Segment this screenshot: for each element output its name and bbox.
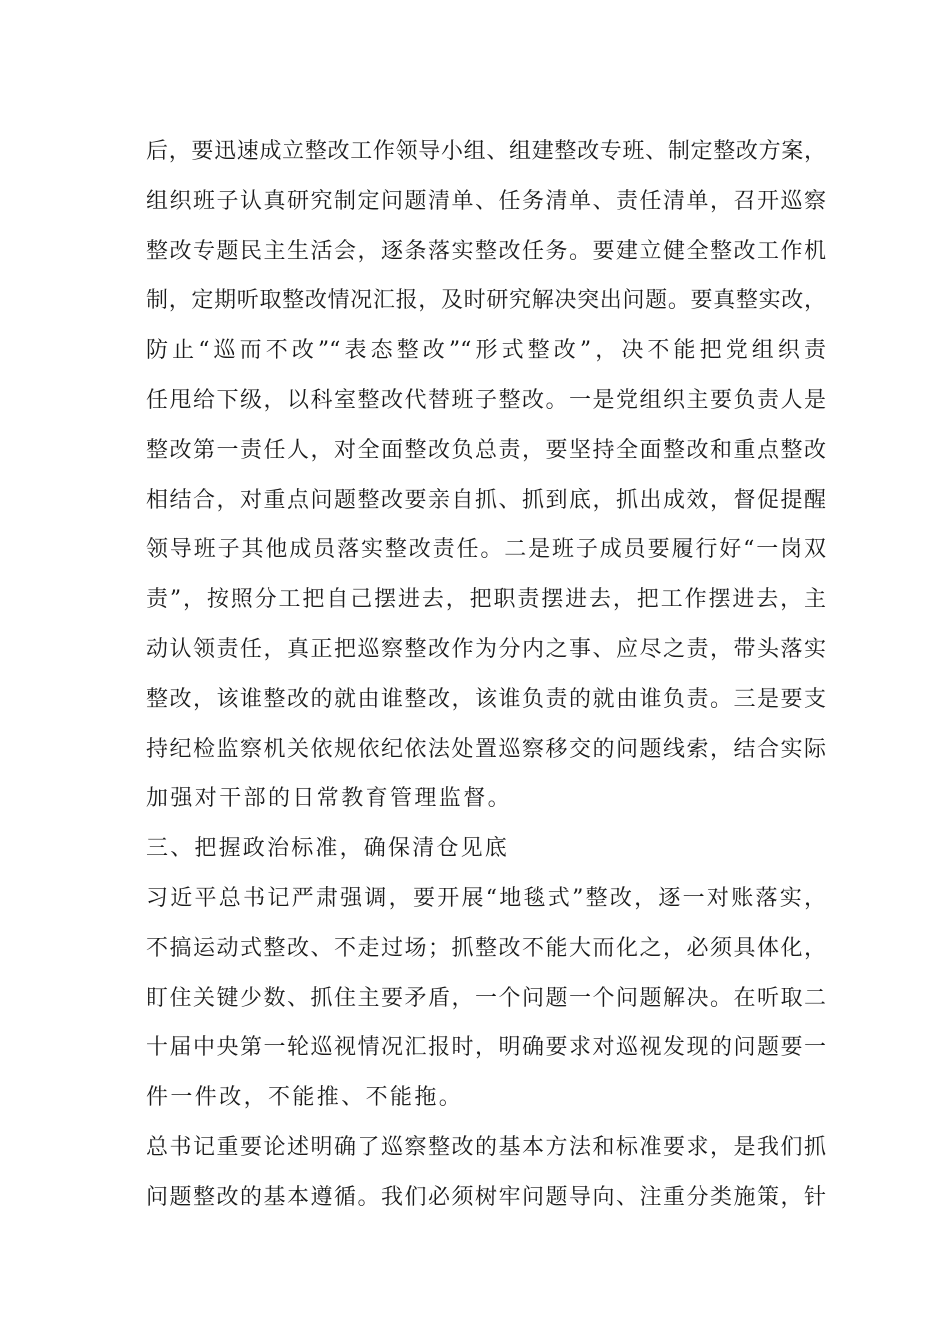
text-line: 整改专题民主生活会，逐条落实整改任务。要建立健全整改工作机 bbox=[146, 238, 826, 264]
text-line: 领导班子其他成员落实整改责任。二是班子成员要履行好“一岗双 bbox=[146, 537, 826, 563]
text-line: 防止“巡而不改”“表态整改”“形式整改”，决不能把党组织责 bbox=[146, 338, 826, 364]
paragraph-rectification-responsibility bbox=[146, 127, 826, 824]
text-line: 组织班子认真研究制定问题清单、任务清单、责任清单，召开巡察 bbox=[146, 188, 826, 214]
text-line: 制，定期听取整改情况汇报，及时研究解决突出问题。要真整实改， bbox=[146, 288, 826, 314]
text-line: 相结合，对重点问题整改要亲自抓、抓到底，抓出成效，督促提醒 bbox=[146, 487, 826, 513]
text-line: 责”，按照分工把自己摆进去，把职责摆进去，把工作摆进去，主 bbox=[146, 587, 826, 613]
text-line: 动认领责任，真正把巡察整改作为分内之事、应尽之责，带头落实 bbox=[146, 636, 826, 662]
paragraph-basic-methods bbox=[146, 1123, 826, 1223]
heading-text: 三、把握政治标准，确保清仓见底 bbox=[146, 836, 510, 862]
text-line: 习近平总书记严肃强调，要开展“地毯式”整改，逐一对账落实， bbox=[146, 885, 826, 911]
text-line: 持纪检监察机关依规依纪依法处置巡察移交的问题线索，结合实际 bbox=[146, 736, 826, 762]
text-line: 加强对干部的日常教育管理监督。 bbox=[146, 786, 513, 812]
text-line: 总书记重要论述明确了巡察整改的基本方法和标准要求，是我们抓 bbox=[146, 1134, 826, 1160]
text-line: 整改，该谁整改的就由谁整改，该谁负责的就由谁负责。三是要支 bbox=[146, 686, 826, 712]
text-line: 十届中央第一轮巡视情况汇报时，明确要求对巡视发现的问题要一 bbox=[146, 1035, 826, 1061]
text-line: 问题整改的基本遵循。我们必须树牢问题导向、注重分类施策，针 bbox=[146, 1184, 826, 1210]
paragraph-xi-remarks bbox=[146, 874, 826, 1123]
text-line: 后，要迅速成立整改工作领导小组、组建整改专班、制定整改方案， bbox=[146, 139, 826, 164]
text-line: 整改第一责任人，对全面整改负总责，要坚持全面整改和重点整改 bbox=[146, 437, 826, 463]
section-heading bbox=[146, 824, 826, 874]
text-line: 不搞运动式整改、不走过场；抓整改不能大而化之，必须具体化， bbox=[146, 935, 826, 961]
text-line: 件一件改，不能推、不能拖。 bbox=[146, 1085, 464, 1111]
document-body bbox=[146, 127, 826, 1223]
text-line: 盯住关键少数、抓住主要矛盾，一个问题一个问题解决。在听取二 bbox=[146, 985, 826, 1011]
text-line: 任甩给下级，以科室整改代替班子整改。一是党组织主要负责人是 bbox=[146, 387, 826, 413]
